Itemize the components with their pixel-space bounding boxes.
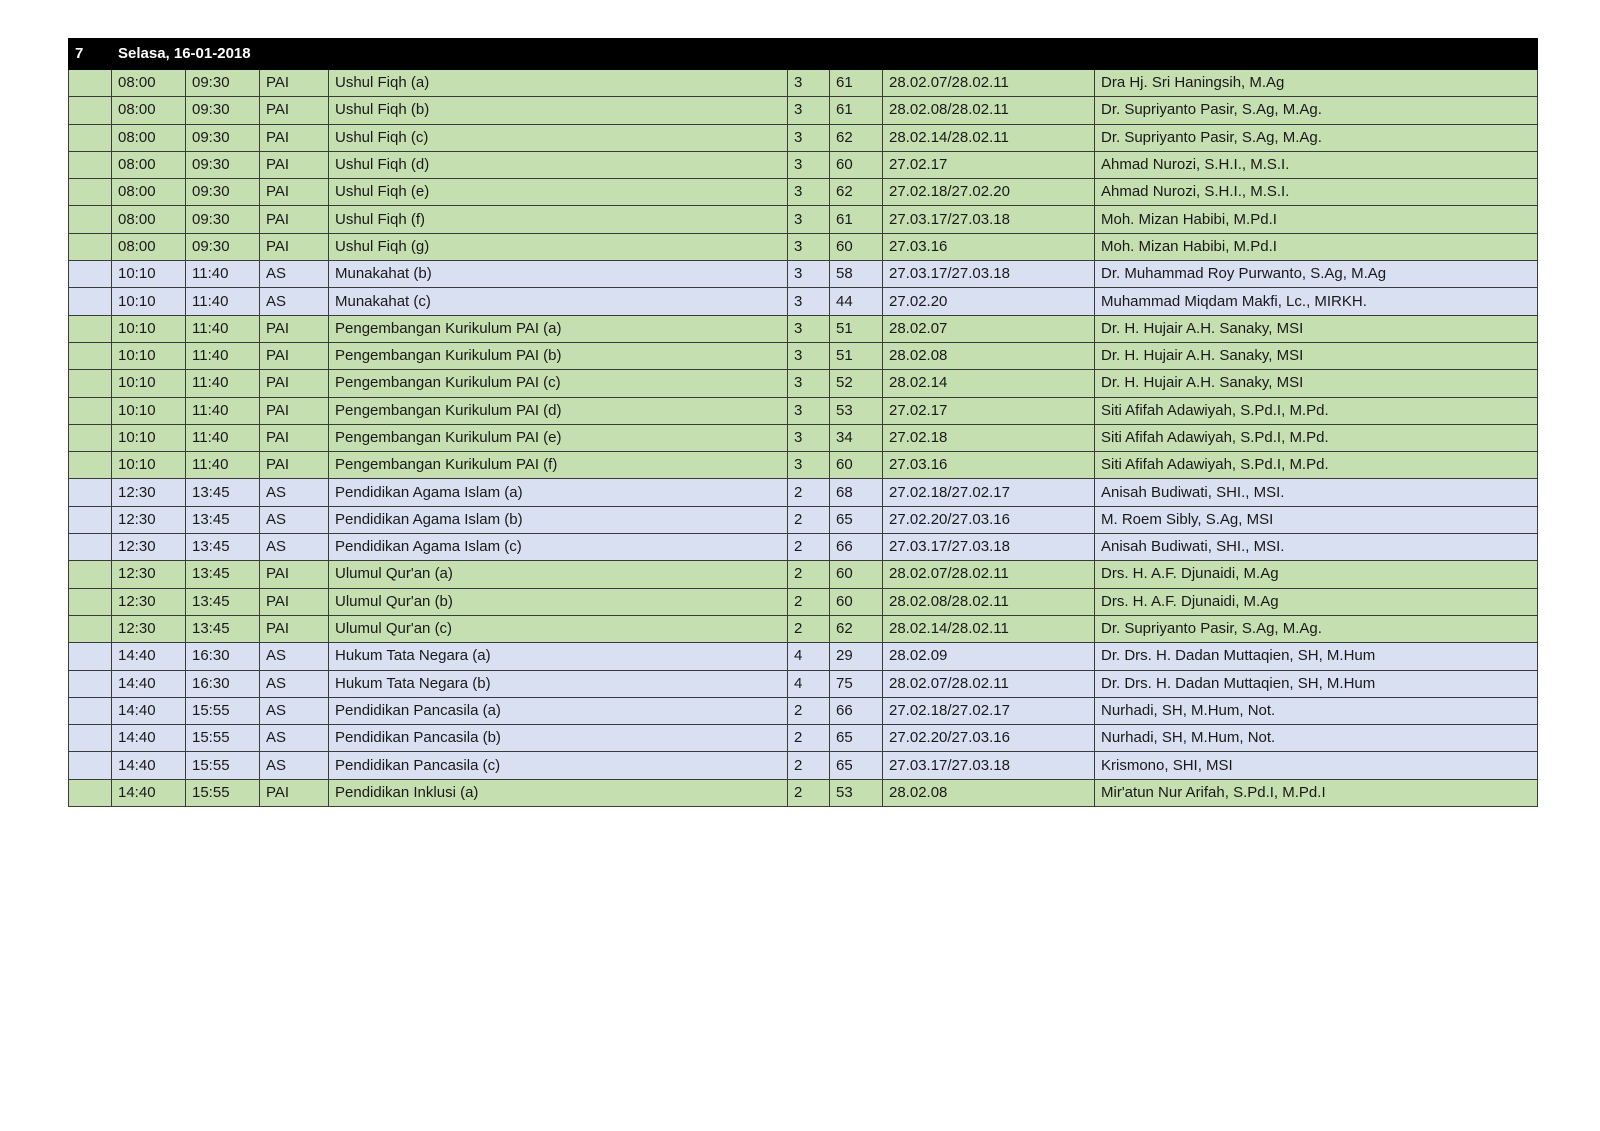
end-time-cell: 09:30 [186,124,260,151]
start-time-cell: 08:00 [112,206,186,233]
row-number-cell [69,315,112,342]
schedule-table [68,38,1538,807]
room-cell: 27.02.20/27.03.16 [883,506,1095,533]
course-name-cell: Ushul Fiqh (c) [329,124,788,151]
credits-cell: 2 [788,506,830,533]
table-row [69,588,1538,615]
start-time-cell: 14:40 [112,725,186,752]
table-row [69,452,1538,479]
student-count-cell: 65 [830,725,883,752]
table-row [69,206,1538,233]
start-time-cell: 14:40 [112,779,186,806]
credits-cell: 2 [788,479,830,506]
row-number-cell [69,561,112,588]
room-cell: 27.02.17 [883,151,1095,178]
credits-cell: 3 [788,315,830,342]
start-time-cell: 14:40 [112,697,186,724]
credits-cell: 3 [788,397,830,424]
program-cell: PAI [260,424,329,451]
credits-cell: 3 [788,206,830,233]
student-count-cell: 65 [830,506,883,533]
course-name-cell: Ulumul Qur'an (b) [329,588,788,615]
start-time-cell: 08:00 [112,70,186,97]
end-time-cell: 11:40 [186,261,260,288]
course-name-cell: Ushul Fiqh (g) [329,233,788,260]
table-row [69,697,1538,724]
row-number-cell [69,261,112,288]
end-time-cell: 15:55 [186,697,260,724]
program-cell: PAI [260,315,329,342]
start-time-cell: 08:00 [112,179,186,206]
program-cell: PAI [260,615,329,642]
student-count-cell: 53 [830,397,883,424]
lecturer-cell: Muhammad Miqdam Makfi, Lc., MIRKH. [1095,288,1538,315]
student-count-cell: 60 [830,233,883,260]
start-time-cell: 10:10 [112,452,186,479]
course-name-cell: Ulumul Qur'an (a) [329,561,788,588]
student-count-cell: 75 [830,670,883,697]
room-cell: 27.03.17/27.03.18 [883,261,1095,288]
lecturer-cell: Moh. Mizan Habibi, M.Pd.I [1095,233,1538,260]
student-count-cell: 61 [830,206,883,233]
credits-cell: 2 [788,561,830,588]
credits-cell: 4 [788,670,830,697]
credits-cell: 2 [788,534,830,561]
row-number-cell [69,534,112,561]
end-time-cell: 13:45 [186,534,260,561]
room-cell: 27.03.17/27.03.18 [883,752,1095,779]
lecturer-cell: Dr. Supriyanto Pasir, S.Ag, M.Ag. [1095,615,1538,642]
lecturer-cell: Dr. Supriyanto Pasir, S.Ag, M.Ag. [1095,124,1538,151]
start-time-cell: 12:30 [112,615,186,642]
table-row [69,397,1538,424]
course-name-cell: Pendidikan Agama Islam (c) [329,534,788,561]
row-number-cell [69,397,112,424]
table-row [69,315,1538,342]
room-cell: 27.03.16 [883,452,1095,479]
credits-cell: 3 [788,70,830,97]
room-cell: 27.02.17 [883,397,1095,424]
row-number-cell [69,452,112,479]
course-name-cell: Ushul Fiqh (a) [329,70,788,97]
credits-cell: 3 [788,179,830,206]
student-count-cell: 65 [830,752,883,779]
room-cell: 27.02.18/27.02.17 [883,697,1095,724]
course-name-cell: Pengembangan Kurikulum PAI (b) [329,342,788,369]
row-number-cell [69,70,112,97]
lecturer-cell: Mir'atun Nur Arifah, S.Pd.I, M.Pd.I [1095,779,1538,806]
lecturer-cell: Dr. Muhammad Roy Purwanto, S.Ag, M.Ag [1095,261,1538,288]
program-cell: PAI [260,97,329,124]
start-time-cell: 12:30 [112,534,186,561]
table-row [69,779,1538,806]
course-name-cell: Pendidikan Inklusi (a) [329,779,788,806]
start-time-cell: 08:00 [112,124,186,151]
table-row [69,342,1538,369]
end-time-cell: 15:55 [186,752,260,779]
end-time-cell: 11:40 [186,397,260,424]
row-number-cell [69,615,112,642]
student-count-cell: 29 [830,643,883,670]
end-time-cell: 15:55 [186,779,260,806]
credits-cell: 3 [788,342,830,369]
credits-cell: 3 [788,97,830,124]
credits-cell: 3 [788,370,830,397]
course-name-cell: Pendidikan Agama Islam (a) [329,479,788,506]
lecturer-cell: Drs. H. A.F. Djunaidi, M.Ag [1095,588,1538,615]
student-count-cell: 60 [830,588,883,615]
room-cell: 27.03.17/27.03.18 [883,206,1095,233]
row-number-cell [69,479,112,506]
course-name-cell: Pengembangan Kurikulum PAI (c) [329,370,788,397]
course-name-cell: Pendidikan Pancasila (b) [329,725,788,752]
course-name-cell: Pendidikan Agama Islam (b) [329,506,788,533]
course-name-cell: Hukum Tata Negara (b) [329,670,788,697]
row-number-cell [69,124,112,151]
row-number-cell [69,233,112,260]
student-count-cell: 58 [830,261,883,288]
table-row [69,752,1538,779]
lecturer-cell: Dr. Drs. H. Dadan Muttaqien, SH, M.Hum [1095,643,1538,670]
end-time-cell: 13:45 [186,588,260,615]
start-time-cell: 12:30 [112,561,186,588]
room-cell: 27.02.18/27.02.17 [883,479,1095,506]
course-name-cell: Ushul Fiqh (d) [329,151,788,178]
program-cell: AS [260,697,329,724]
start-time-cell: 08:00 [112,233,186,260]
end-time-cell: 11:40 [186,315,260,342]
end-time-cell: 11:40 [186,342,260,369]
start-time-cell: 12:30 [112,506,186,533]
lecturer-cell: Dr. Drs. H. Dadan Muttaqien, SH, M.Hum [1095,670,1538,697]
table-row [69,561,1538,588]
lecturer-cell: Siti Afifah Adawiyah, S.Pd.I, M.Pd. [1095,397,1538,424]
credits-cell: 2 [788,588,830,615]
row-number-cell [69,288,112,315]
start-time-cell: 10:10 [112,342,186,369]
start-time-cell: 10:10 [112,424,186,451]
end-time-cell: 11:40 [186,452,260,479]
room-cell: 27.02.18/27.02.20 [883,179,1095,206]
program-cell: PAI [260,588,329,615]
lecturer-cell: Dr. H. Hujair A.H. Sanaky, MSI [1095,315,1538,342]
room-cell: 28.02.08/28.02.11 [883,97,1095,124]
student-count-cell: 61 [830,97,883,124]
lecturer-cell: Anisah Budiwati, SHI., MSI. [1095,479,1538,506]
row-number-cell [69,370,112,397]
course-name-cell: Pendidikan Pancasila (a) [329,697,788,724]
start-time-cell: 10:10 [112,370,186,397]
row-number-cell [69,424,112,451]
table-row [69,725,1538,752]
table-row [69,70,1538,97]
start-time-cell: 10:10 [112,315,186,342]
room-cell: 28.02.14/28.02.11 [883,124,1095,151]
course-name-cell: Ushul Fiqh (b) [329,97,788,124]
course-name-cell: Pengembangan Kurikulum PAI (a) [329,315,788,342]
room-cell: 28.02.14 [883,370,1095,397]
student-count-cell: 34 [830,424,883,451]
course-name-cell: Pengembangan Kurikulum PAI (f) [329,452,788,479]
end-time-cell: 13:45 [186,615,260,642]
start-time-cell: 08:00 [112,151,186,178]
day-number: 7 [69,39,112,70]
end-time-cell: 13:45 [186,506,260,533]
room-cell: 28.02.09 [883,643,1095,670]
row-number-cell [69,506,112,533]
room-cell: 28.02.07 [883,315,1095,342]
room-cell: 28.02.07/28.02.11 [883,670,1095,697]
program-cell: PAI [260,151,329,178]
row-number-cell [69,179,112,206]
program-cell: PAI [260,561,329,588]
program-cell: AS [260,288,329,315]
table-row [69,479,1538,506]
row-number-cell [69,588,112,615]
student-count-cell: 52 [830,370,883,397]
start-time-cell: 12:30 [112,588,186,615]
lecturer-cell: Drs. H. A.F. Djunaidi, M.Ag [1095,561,1538,588]
course-name-cell: Ushul Fiqh (e) [329,179,788,206]
program-cell: AS [260,643,329,670]
start-time-cell: 14:40 [112,670,186,697]
lecturer-cell: Ahmad Nurozi, S.H.I., M.S.I. [1095,151,1538,178]
course-name-cell: Pengembangan Kurikulum PAI (e) [329,424,788,451]
program-cell: PAI [260,779,329,806]
table-row [69,97,1538,124]
credits-cell: 4 [788,643,830,670]
schedule-body [69,39,1538,807]
room-cell: 27.02.20 [883,288,1095,315]
end-time-cell: 09:30 [186,97,260,124]
lecturer-cell: Nurhadi, SH, M.Hum, Not. [1095,697,1538,724]
start-time-cell: 12:30 [112,479,186,506]
credits-cell: 3 [788,124,830,151]
lecturer-cell: Krismono, SHI, MSI [1095,752,1538,779]
program-cell: AS [260,479,329,506]
lecturer-cell: Dr. H. Hujair A.H. Sanaky, MSI [1095,370,1538,397]
student-count-cell: 53 [830,779,883,806]
credits-cell: 2 [788,779,830,806]
student-count-cell: 51 [830,342,883,369]
student-count-cell: 60 [830,151,883,178]
lecturer-cell: Anisah Budiwati, SHI., MSI. [1095,534,1538,561]
credits-cell: 2 [788,752,830,779]
table-row [69,615,1538,642]
lecturer-cell: Dr. Supriyanto Pasir, S.Ag, M.Ag. [1095,97,1538,124]
student-count-cell: 68 [830,479,883,506]
program-cell: PAI [260,70,329,97]
course-name-cell: Munakahat (b) [329,261,788,288]
start-time-cell: 10:10 [112,397,186,424]
student-count-cell: 66 [830,534,883,561]
program-cell: AS [260,261,329,288]
student-count-cell: 62 [830,179,883,206]
row-number-cell [69,342,112,369]
program-cell: PAI [260,342,329,369]
program-cell: PAI [260,233,329,260]
start-time-cell: 14:40 [112,643,186,670]
row-number-cell [69,97,112,124]
program-cell: PAI [260,179,329,206]
row-number-cell [69,151,112,178]
credits-cell: 3 [788,288,830,315]
row-number-cell [69,725,112,752]
student-count-cell: 62 [830,124,883,151]
table-row [69,670,1538,697]
end-time-cell: 16:30 [186,670,260,697]
table-row [69,233,1538,260]
table-row [69,261,1538,288]
course-name-cell: Ushul Fiqh (f) [329,206,788,233]
day-title: Selasa, 16-01-2018 [112,39,1538,70]
lecturer-cell: Nurhadi, SH, M.Hum, Not. [1095,725,1538,752]
table-row [69,151,1538,178]
program-cell: AS [260,725,329,752]
room-cell: 28.02.07/28.02.11 [883,561,1095,588]
end-time-cell: 15:55 [186,725,260,752]
lecturer-cell: Dra Hj. Sri Haningsih, M.Ag [1095,70,1538,97]
table-row [69,643,1538,670]
row-number-cell [69,670,112,697]
lecturer-cell: Dr. H. Hujair A.H. Sanaky, MSI [1095,342,1538,369]
room-cell: 28.02.08/28.02.11 [883,588,1095,615]
table-row [69,179,1538,206]
course-name-cell: Hukum Tata Negara (a) [329,643,788,670]
end-time-cell: 11:40 [186,370,260,397]
program-cell: AS [260,506,329,533]
end-time-cell: 16:30 [186,643,260,670]
program-cell: AS [260,752,329,779]
course-name-cell: Munakahat (c) [329,288,788,315]
credits-cell: 2 [788,697,830,724]
course-name-cell: Pendidikan Pancasila (c) [329,752,788,779]
course-name-cell: Pengembangan Kurikulum PAI (d) [329,397,788,424]
student-count-cell: 51 [830,315,883,342]
end-time-cell: 09:30 [186,151,260,178]
credits-cell: 3 [788,452,830,479]
table-row [69,534,1538,561]
room-cell: 27.03.17/27.03.18 [883,534,1095,561]
room-cell: 27.03.16 [883,233,1095,260]
credits-cell: 3 [788,261,830,288]
credits-cell: 2 [788,725,830,752]
table-row [69,370,1538,397]
table-row [69,424,1538,451]
room-cell: 28.02.08 [883,779,1095,806]
start-time-cell: 10:10 [112,288,186,315]
student-count-cell: 62 [830,615,883,642]
room-cell: 27.02.20/27.03.16 [883,725,1095,752]
program-cell: PAI [260,206,329,233]
student-count-cell: 60 [830,452,883,479]
day-header-row [69,39,1538,70]
start-time-cell: 14:40 [112,752,186,779]
credits-cell: 2 [788,615,830,642]
end-time-cell: 11:40 [186,424,260,451]
room-cell: 28.02.07/28.02.11 [883,70,1095,97]
lecturer-cell: M. Roem Sibly, S.Ag, MSI [1095,506,1538,533]
table-row [69,506,1538,533]
program-cell: PAI [260,370,329,397]
row-number-cell [69,752,112,779]
program-cell: PAI [260,452,329,479]
row-number-cell [69,697,112,724]
lecturer-cell: Ahmad Nurozi, S.H.I., M.S.I. [1095,179,1538,206]
table-row [69,288,1538,315]
row-number-cell [69,206,112,233]
end-time-cell: 09:30 [186,70,260,97]
lecturer-cell: Siti Afifah Adawiyah, S.Pd.I, M.Pd. [1095,452,1538,479]
table-row [69,124,1538,151]
lecturer-cell: Siti Afifah Adawiyah, S.Pd.I, M.Pd. [1095,424,1538,451]
end-time-cell: 09:30 [186,233,260,260]
credits-cell: 3 [788,151,830,178]
program-cell: AS [260,534,329,561]
program-cell: PAI [260,124,329,151]
end-time-cell: 09:30 [186,179,260,206]
end-time-cell: 13:45 [186,479,260,506]
end-time-cell: 13:45 [186,561,260,588]
row-number-cell [69,779,112,806]
program-cell: PAI [260,397,329,424]
start-time-cell: 08:00 [112,97,186,124]
student-count-cell: 61 [830,70,883,97]
credits-cell: 3 [788,424,830,451]
lecturer-cell: Moh. Mizan Habibi, M.Pd.I [1095,206,1538,233]
row-number-cell [69,643,112,670]
student-count-cell: 44 [830,288,883,315]
end-time-cell: 09:30 [186,206,260,233]
student-count-cell: 60 [830,561,883,588]
student-count-cell: 66 [830,697,883,724]
end-time-cell: 11:40 [186,288,260,315]
credits-cell: 3 [788,233,830,260]
course-name-cell: Ulumul Qur'an (c) [329,615,788,642]
room-cell: 27.02.18 [883,424,1095,451]
start-time-cell: 10:10 [112,261,186,288]
room-cell: 28.02.14/28.02.11 [883,615,1095,642]
program-cell: AS [260,670,329,697]
room-cell: 28.02.08 [883,342,1095,369]
